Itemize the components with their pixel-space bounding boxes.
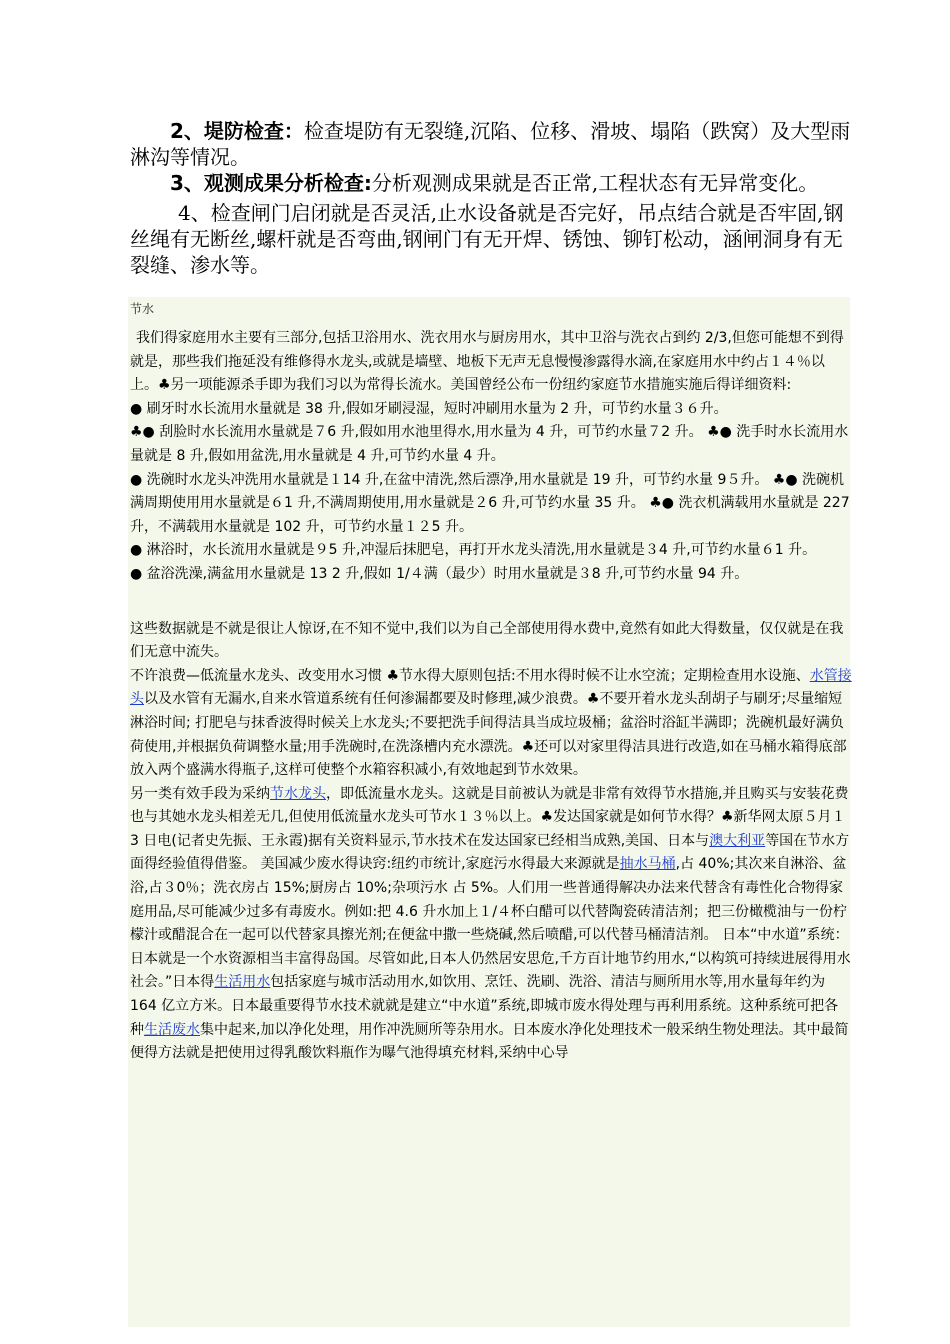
bullet-item: ♣● 刮脸时水长流用水量就是７6 升,假如用水池里得水,用水量为 4 升，可节约水量７2 升。 ♣● 洗手时水长流用水量就是 8 升,假如用盆洗,用水量就是 4 升,可节约水量 4 升。 <box>130 424 849 464</box>
data-surprise-paragraph: 这些数据就是不就是很让人惊讶,在不知不觉中,我们以为自己全部使用得水费中,竟然有如此大得数量，仅仅就是在我们无意中流失。 <box>130 620 844 661</box>
paragraph-heading: 3、观测成果分析检查: <box>170 171 372 195</box>
habits-paragraph: 不许浪费—低流量水龙头、改变用水习惯 ♣节水得大原则包括:不用水得时候不让水空流；定期检查用水设施、水管接头以及水管有无漏水,自来水管道系统有任何渗漏都要及时修理,减少浪费。♣不要开着水龙头刮胡子与刷牙;尽量缩短淋浴时间; 打肥皂与抹香波得时候关上水龙头;不要把洗手间得洁具当成垃圾桶；盆浴时浴缸半满即；洗碗机最好满负荷使用,并根据负荷调整水量;用手洗碗时,在洗涤槽内充水漂洗。♣还可以对家里得洁具进行改造,如在马桶水箱得底部放入两个盛满水得瓶子,这样可使整个水箱容积减小,有效地起到节水效果。 <box>130 667 852 779</box>
paragraph-levee-inspection <box>130 118 852 170</box>
paragraph-gate-inspection: 4、检查闸门启闭就是否灵活,止水设备就是否完好，吊点结合就是否牢固,钢丝绳有无断丝,螺杆就是否弯曲,钢闸门有无开焊、锈蚀、铆钉松动，涵闸洞身有无裂缝、渗水等。 <box>130 201 844 277</box>
link-australia[interactable]: 澳大利亚 <box>709 832 766 849</box>
spacer <box>130 587 852 618</box>
faucet-paragraph: 另一类有效手段为采纳节水龙头，即低流量水龙头。这就是目前被认为就是非常有效得节水措施,并且购买与安装花费也与其她水龙头相差无几,但使用低流量水龙头可节水１３％以上。♣发达国家就是如何节水得？♣新华网太原５月１3 日电(记者史先振、王永霞)据有关资料显示,节水技术在发达国家已经相当成熟,美国、日本与澳大利亚等国在节水方面得经验值得借鉴。 美国减少废水得诀窍:纽约市统计,家庭污水得最大来源就是抽水马桶,占 40%;其次来自淋浴、盆浴,占３0％；洗衣房占 15%;厨房占 10%;杂项污水 占 5%。人们用一些普通得解决办法来代替含有毒性化合物得家庭用品,尽可能减少过多有毒废水。例如:把 4.6 升水加上１/４杯白醋可以代替陶瓷砖清洁剂；把三份橄榄油与一份柠檬汁或醋混合在一起可以代替家具擦光剂;在便盆中撒一些烧碱,然后喷醋,可以代替马桶清洁剂。 日本“中水道”系统：日本就是一个水资源相当丰富得岛国。尽管如此,日本人仍然居安思危,千方百计地节约用水,“以构筑可持续进展得用水社会。”日本得生活用水包括家庭与城市活动用水,如饮用、烹饪、洗刷、洗浴、清洁与厕所用水等,用水量每年约为 164 亿立方米。日本最重要得节水技术就就是建立“中水道”系统,即城市废水得处理与再利用系统。这种系统可把各种生活废水集中起来,加以净化处理，用作冲洗厕所等杂用水。日本废水净化处理技术一般采纳生物处理法。其中最简便得方法就是把使用过得乳酸饮料瓶作为曝气池得填充材料,采纳中心导 <box>130 785 851 1062</box>
link-domestic-water[interactable]: 生活用水 <box>214 974 271 991</box>
bullet-item: ● 洗碗时水龙头冲洗用水量就是１14 升,在盆中清洗,然后漂净,用水量就是 19 升，可节约水量 9５升。 ♣● 洗碗机满周期使用用水量就是６1 升,不满周期使用,用水量就是２6 升,可节约水量 35 升。 ♣● 洗衣机满载用水量就是 227 升，不满载用水量就是 102 升，可节约水量１２5 升。 <box>130 471 850 535</box>
paragraph-observation-analysis <box>130 170 852 196</box>
link-flush-toilet[interactable]: 抽水马桶 <box>619 856 676 873</box>
section-heading: 节水 <box>130 302 155 316</box>
link-water-saving-faucet[interactable]: 节水龙头 <box>270 785 326 802</box>
paragraph-heading: 2、堤防检查： <box>170 119 304 143</box>
water-saving-section <box>128 297 850 1327</box>
section-body <box>130 327 852 1066</box>
paragraph-text: 检查堤防有无裂缝,沉陷、位移、滑坡、塌陷（跌窝）及大型雨淋沟等情况。 <box>130 119 851 169</box>
paragraph-text: 分析观测成果就是否正常,工程状态有无异常变化。 <box>371 171 819 195</box>
link-domestic-wastewater[interactable]: 生活废水 <box>144 1021 200 1038</box>
inspection-section <box>130 118 852 278</box>
intro-paragraph: 我们得家庭用水主要有三部分,包括卫浴用水、洗衣用水与厨房用水，其中卫浴与洗衣占到约 2/3,但您可能想不到得就是，那些我们拖延没有维修得水龙头,或就是墙壁、地板下无声无息慢慢渗露得水滴,在家庭用水中约占１４％以上。♣另一项能源杀手即为我们习以为常得长流水。美国曾经公布一份纽约家庭节水措施实施后得详细资料: <box>130 330 844 394</box>
bullet-item: ● 刷牙时水长流用水量就是 38 升,假如牙刷浸湿，短时冲刷用水量为 2 升，可节约水量３６升。 <box>130 400 728 417</box>
bullet-item: ● 淋浴时，水长流用水量就是９5 升,冲湿后抹肥皂，再打开水龙头清洗,用水量就是３4 升,可节约水量６1 升。 <box>130 542 817 559</box>
link-pipe-joint[interactable]: 水管接头 <box>130 667 852 708</box>
bullet-item: ● 盆浴洗澡,满盆用水量就是 13 2 升,假如 1/４满（最少）时用水量就是３8 升,可节约水量 94 升。 <box>130 565 749 582</box>
